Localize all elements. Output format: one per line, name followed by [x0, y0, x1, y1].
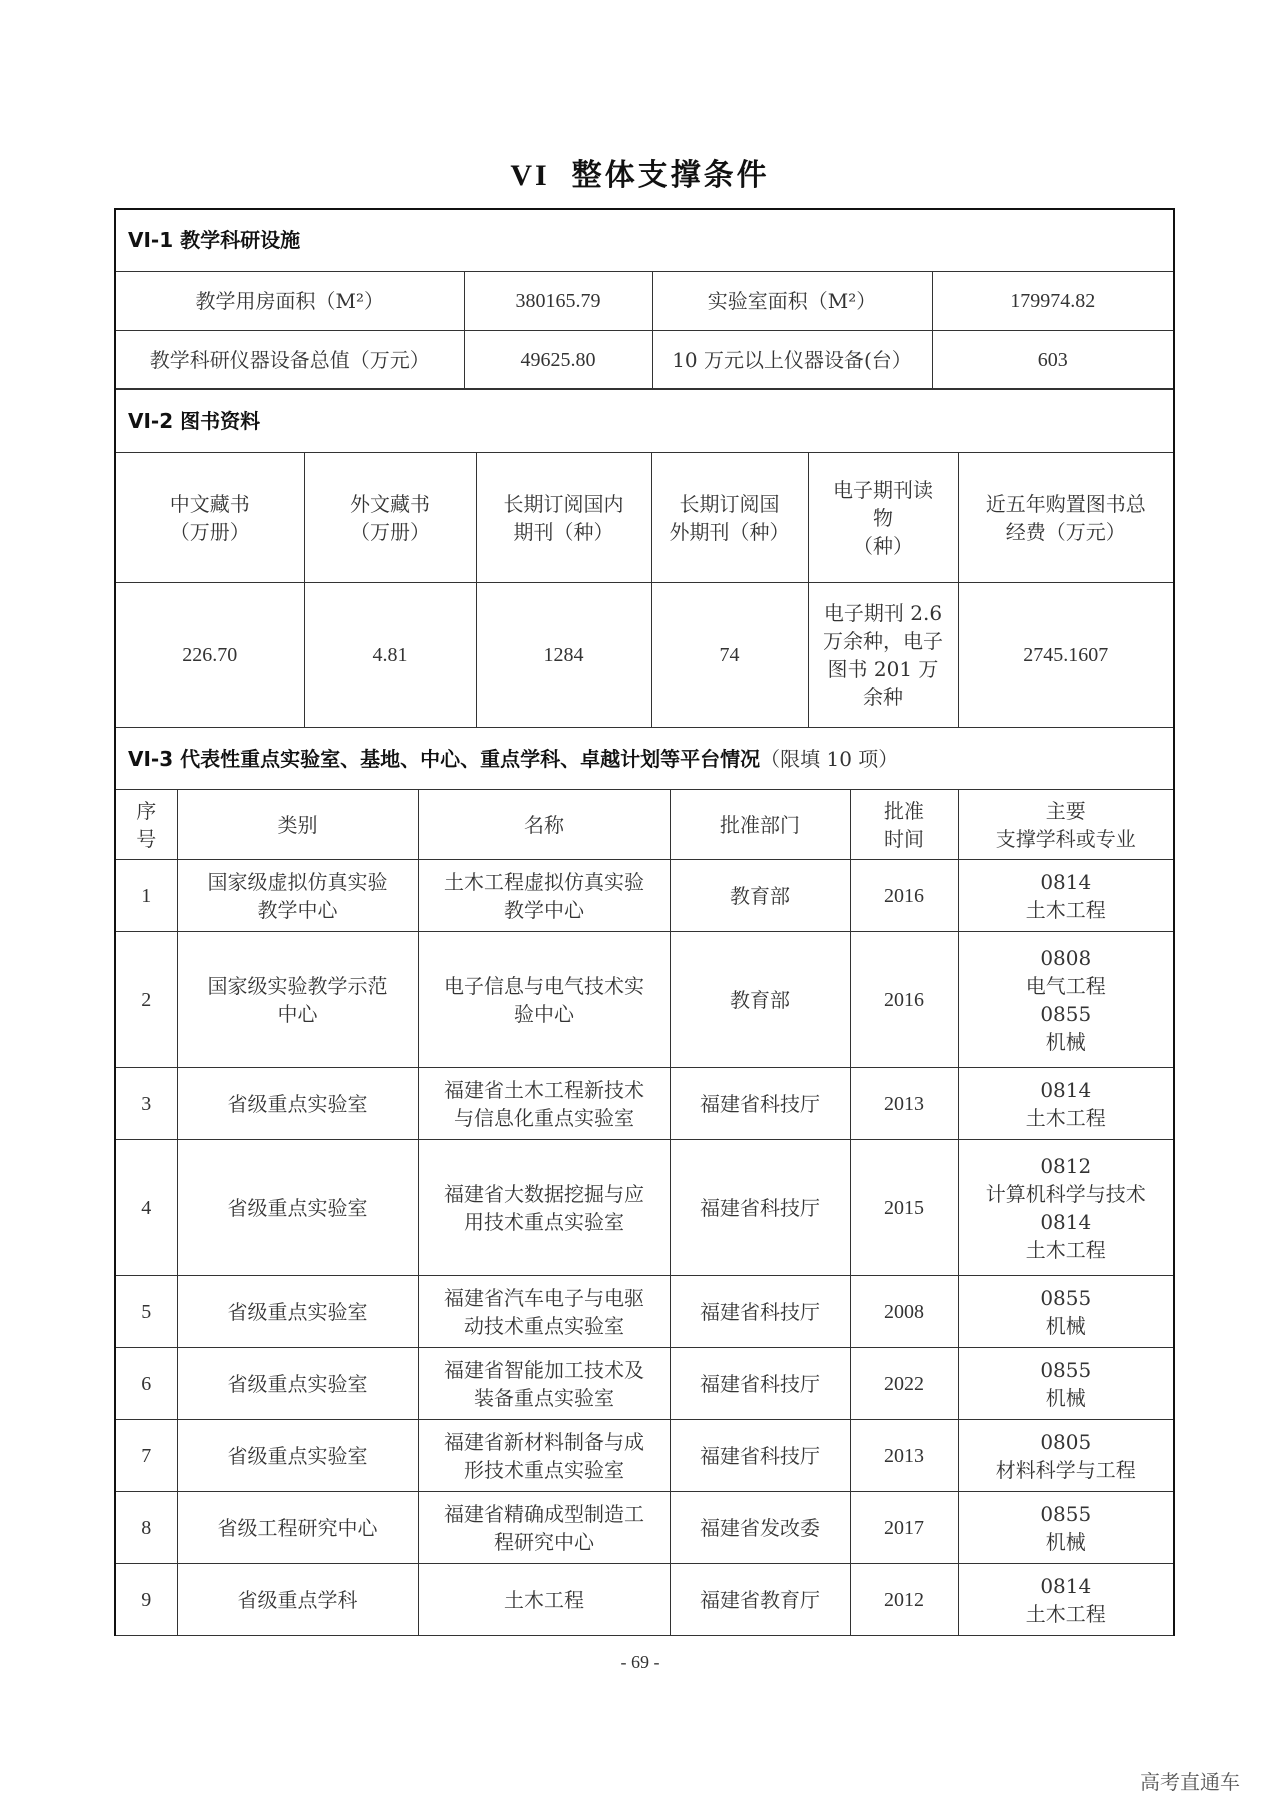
cell-line: 0814 — [1040, 1209, 1092, 1234]
header-line: 序 — [136, 798, 157, 823]
row-type — [177, 860, 418, 932]
row-year: 2012 — [850, 1564, 958, 1636]
cell-line: 验中心 — [514, 1001, 574, 1026]
heading-note: （限填 10 项） — [760, 746, 899, 771]
cell-line: 形技术重点实验室 — [464, 1457, 624, 1482]
row-year: 2013 — [850, 1068, 958, 1140]
title-text: 整体支撑条件 — [571, 158, 770, 193]
cell-line: 0814 — [1040, 1573, 1092, 1598]
page-title — [0, 150, 1280, 194]
foreign-journals-value: 74 — [651, 583, 808, 728]
col-chinese-books — [115, 453, 304, 583]
row-year: 2008 — [850, 1276, 958, 1348]
cell-line: 省级重点实验室 — [227, 1443, 368, 1468]
header-line: 批准 — [884, 798, 924, 823]
cell-line: 0808 — [1040, 945, 1092, 970]
header-line: 物 — [873, 505, 893, 530]
cell-line: 福建省汽车电子与电驱 — [444, 1285, 644, 1310]
header-line: （万册） — [350, 519, 430, 544]
table-row — [115, 860, 1174, 932]
row-year: 2022 — [850, 1348, 958, 1420]
teaching-area-label: 教学用房面积（M²） — [115, 271, 464, 330]
cell-line: 程研究中心 — [494, 1529, 594, 1554]
cell-line: 土木工程 — [1025, 1237, 1106, 1262]
row-dept: 福建省科技厅 — [670, 1348, 850, 1420]
row-type — [177, 1348, 418, 1420]
row-major — [958, 1348, 1174, 1420]
library-table — [114, 388, 1175, 728]
cell-line: 0855 — [1040, 1285, 1092, 1310]
header-line: 外期刊（种） — [669, 519, 790, 544]
col-type: 类别 — [177, 790, 418, 860]
cell-line: 教学中心 — [504, 897, 584, 922]
row-major — [958, 1068, 1174, 1140]
cell-line: 土木工程虚拟仿真实验 — [444, 869, 644, 894]
row-dept: 福建省发改委 — [670, 1492, 850, 1564]
header-line: 时间 — [884, 826, 924, 851]
header-line: 近五年购置图书总 — [985, 491, 1146, 516]
table-row — [115, 1140, 1174, 1276]
col-book-funding — [958, 453, 1174, 583]
cell-line: 用技术重点实验室 — [464, 1209, 624, 1234]
cell-line: 土木工程 — [1025, 897, 1106, 922]
header-line: 长期订阅国 — [679, 491, 780, 516]
row-name — [418, 1140, 670, 1276]
row-type — [177, 1140, 418, 1276]
row-seq: 1 — [115, 860, 177, 932]
cell-line: 省级重点实验室 — [227, 1299, 368, 1324]
cell-line: 省级重点实验室 — [227, 1091, 368, 1116]
row-major — [958, 1564, 1174, 1636]
col-year — [850, 790, 958, 860]
cell-line: 0855 — [1040, 1357, 1092, 1382]
row-seq: 5 — [115, 1276, 177, 1348]
cell-line: 土木工程 — [1025, 1105, 1106, 1130]
cell-line: 省级重点实验室 — [227, 1371, 368, 1396]
header-line: （万册） — [169, 519, 250, 544]
row-dept: 教育部 — [670, 932, 850, 1068]
row-year: 2013 — [850, 1420, 958, 1492]
row-major — [958, 1492, 1174, 1564]
lab-area-value: 179974.82 — [932, 271, 1174, 330]
lab-area-label: 实验室面积（M²） — [652, 271, 932, 330]
section-heading-platforms — [115, 728, 1174, 790]
cell-line: 福建省智能加工技术及 — [444, 1357, 644, 1382]
cell-line: 国家级虚拟仿真实验 — [207, 869, 388, 894]
value-line: 余种 — [863, 685, 903, 709]
row-year: 2016 — [850, 932, 958, 1068]
cell-line: 电子信息与电气技术实 — [444, 973, 644, 998]
table-row — [115, 1420, 1174, 1492]
domestic-journals-value: 1284 — [476, 583, 651, 728]
cell-line: 土木工程 — [504, 1587, 584, 1612]
col-major — [958, 790, 1174, 860]
row-major — [958, 1276, 1174, 1348]
teaching-area-value: 380165.79 — [464, 271, 652, 330]
cell-line: 中心 — [277, 1001, 318, 1026]
row-seq: 3 — [115, 1068, 177, 1140]
row-year: 2017 — [850, 1492, 958, 1564]
cell-line: 机械 — [1045, 1385, 1086, 1410]
row-dept: 福建省科技厅 — [670, 1140, 850, 1276]
cell-line: 0805 — [1040, 1429, 1092, 1454]
cell-line: 福建省土木工程新技术 — [444, 1077, 644, 1102]
row-year: 2015 — [850, 1140, 958, 1276]
row-type — [177, 1276, 418, 1348]
cell-line: 0855 — [1040, 1001, 1092, 1026]
row-year: 2016 — [850, 860, 958, 932]
col-e-journals — [808, 453, 958, 583]
cell-line: 机械 — [1045, 1029, 1086, 1054]
row-name — [418, 860, 670, 932]
row-dept: 福建省教育厅 — [670, 1564, 850, 1636]
col-seq — [115, 790, 177, 860]
header-line: 中文藏书 — [169, 491, 250, 516]
row-type — [177, 1420, 418, 1492]
row-dept: 教育部 — [670, 860, 850, 932]
facilities-table — [114, 208, 1175, 390]
title-roman: VI — [510, 159, 550, 192]
cell-line: 省级重点实验室 — [227, 1195, 368, 1220]
table-row — [115, 1564, 1174, 1636]
cell-line: 装备重点实验室 — [474, 1385, 614, 1410]
section-heading-library: VI-2 图书资料 — [115, 389, 1174, 453]
heading-text: VI-3 代表性重点实验室、基地、中心、重点学科、卓越计划等平台情况 — [128, 746, 761, 771]
cell-line: 机械 — [1045, 1529, 1086, 1554]
e-journals-value — [808, 583, 958, 728]
header-line: 主要 — [1045, 798, 1086, 823]
cell-line: 0814 — [1040, 869, 1092, 894]
cell-line: 福建省大数据挖掘与应 — [444, 1181, 644, 1206]
chinese-books-value: 226.70 — [115, 583, 304, 728]
col-foreign-books — [304, 453, 476, 583]
equipment-value: 49625.80 — [464, 330, 652, 389]
row-name — [418, 1564, 670, 1636]
watermark-text: 高考直通车 — [1140, 1770, 1240, 1794]
row-major — [958, 932, 1174, 1068]
big-equipment-count: 603 — [932, 330, 1174, 389]
row-dept: 福建省科技厅 — [670, 1068, 850, 1140]
row-type — [177, 1492, 418, 1564]
cell-line: 机械 — [1045, 1313, 1086, 1338]
foreign-books-value: 4.81 — [304, 583, 476, 728]
row-major — [958, 1420, 1174, 1492]
cell-line: 0812 — [1040, 1153, 1092, 1178]
cell-line: 0814 — [1040, 1077, 1092, 1102]
cell-line: 教学中心 — [257, 897, 338, 922]
row-seq: 6 — [115, 1348, 177, 1420]
header-line: 长期订阅国内 — [503, 491, 624, 516]
cell-line: 0855 — [1040, 1501, 1092, 1526]
cell-line: 与信息化重点实验室 — [454, 1105, 634, 1130]
cell-line: 国家级实验教学示范 — [207, 973, 388, 998]
table-row — [115, 932, 1174, 1068]
cell-line: 动技术重点实验室 — [464, 1313, 624, 1338]
row-name — [418, 1492, 670, 1564]
header-line: 期刊（种） — [513, 519, 614, 544]
row-major — [958, 1140, 1174, 1276]
row-type — [177, 1068, 418, 1140]
cell-line: 材料科学与工程 — [995, 1457, 1136, 1482]
col-name: 名称 — [418, 790, 670, 860]
row-seq: 8 — [115, 1492, 177, 1564]
row-name — [418, 1348, 670, 1420]
header-line: 电子期刊读 — [833, 477, 933, 502]
cell-line: 电气工程 — [1025, 973, 1106, 998]
section-heading-facilities: VI-1 教学科研设施 — [115, 209, 1174, 271]
table-row — [115, 1276, 1174, 1348]
row-type — [177, 932, 418, 1068]
header-line: （种） — [853, 533, 913, 558]
cell-line: 计算机科学与技术 — [985, 1181, 1146, 1206]
col-domestic-journals — [476, 453, 651, 583]
platforms-table — [114, 727, 1175, 1636]
row-seq: 2 — [115, 932, 177, 1068]
value-line: 图书 201 万 — [827, 657, 939, 681]
row-dept: 福建省科技厅 — [670, 1420, 850, 1492]
book-funding-value: 2745.1607 — [958, 583, 1174, 728]
row-name — [418, 1068, 670, 1140]
value-line: 万余种，电子 — [823, 629, 943, 653]
big-equipment-label: 10 万元以上仪器设备(台） — [652, 330, 932, 389]
col-dept: 批准部门 — [670, 790, 850, 860]
table-row — [115, 1068, 1174, 1140]
cell-line: 福建省精确成型制造工 — [444, 1501, 644, 1526]
row-type — [177, 1564, 418, 1636]
cell-line: 省级重点学科 — [237, 1587, 358, 1612]
row-seq: 7 — [115, 1420, 177, 1492]
row-seq: 9 — [115, 1564, 177, 1636]
col-foreign-journals — [651, 453, 808, 583]
row-name — [418, 1276, 670, 1348]
header-line: 号 — [136, 826, 157, 851]
table-row — [115, 1348, 1174, 1420]
cell-line: 省级工程研究中心 — [217, 1515, 378, 1540]
row-seq: 4 — [115, 1140, 177, 1276]
header-line: 支撑学科或专业 — [995, 826, 1136, 851]
header-line: 外文藏书 — [350, 491, 430, 516]
cell-line: 土木工程 — [1025, 1601, 1106, 1626]
header-line: 经费（万元） — [1005, 519, 1126, 544]
row-dept: 福建省科技厅 — [670, 1276, 850, 1348]
equipment-value-label: 教学科研仪器设备总值（万元） — [115, 330, 464, 389]
page-number: - 69 - — [620, 1652, 660, 1672]
row-major — [958, 860, 1174, 932]
value-line: 电子期刊 2.6 — [823, 601, 943, 625]
table-row — [115, 1492, 1174, 1564]
cell-line: 福建省新材料制备与成 — [444, 1429, 644, 1454]
row-name — [418, 1420, 670, 1492]
row-name — [418, 932, 670, 1068]
